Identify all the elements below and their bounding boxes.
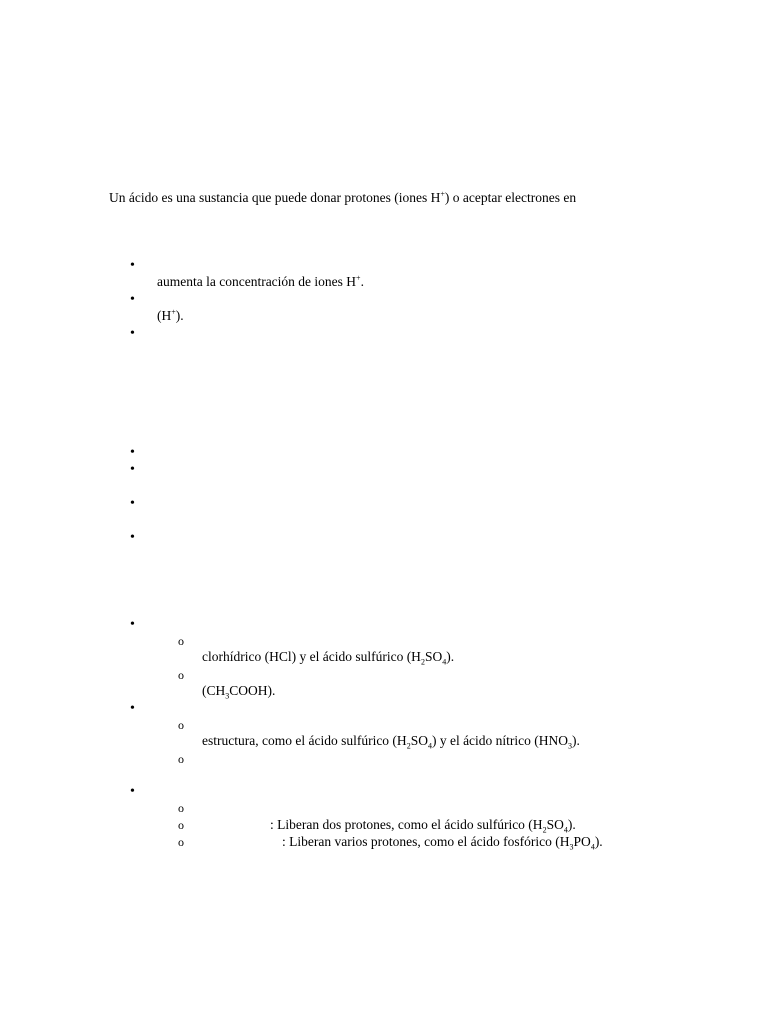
list-sup: + bbox=[356, 273, 361, 283]
list-bullet: • bbox=[130, 258, 135, 273]
sublist-circle: o bbox=[178, 818, 184, 832]
sublist-circle: o bbox=[178, 668, 184, 682]
list-text: ). bbox=[567, 817, 576, 832]
list-bullet: • bbox=[130, 530, 135, 545]
list-sub: 3 bbox=[568, 741, 573, 751]
list-bullet: • bbox=[130, 701, 135, 716]
list-text: ). bbox=[594, 834, 603, 849]
sublist-circle: o bbox=[178, 835, 184, 849]
list-text: estructura, como el ácido sulfúrico (H bbox=[202, 733, 407, 748]
intro-text-1: Un ácido es una sustancia que puede donar protones (iones H bbox=[109, 190, 441, 205]
list-3-c-sub-3 bbox=[282, 834, 603, 850]
list-sub: 4 bbox=[442, 657, 447, 667]
list-1-item-2-continuation bbox=[157, 308, 184, 324]
list-text: SO bbox=[424, 649, 443, 664]
list-text: ). bbox=[175, 308, 184, 323]
list-3-a-sub-2-continuation bbox=[202, 683, 275, 699]
sublist-circle: o bbox=[178, 718, 184, 732]
list-text: PO bbox=[573, 834, 591, 849]
sublist-circle: o bbox=[178, 801, 184, 815]
intro-sup: + bbox=[440, 189, 445, 199]
list-3-b-sub-1-continuation bbox=[202, 733, 580, 749]
list-sub: 4 bbox=[427, 741, 432, 751]
list-text: ). bbox=[572, 733, 580, 748]
list-text: ). bbox=[446, 649, 455, 664]
list-sub: 4 bbox=[563, 825, 568, 835]
list-text: aumenta la concentración de iones H bbox=[157, 274, 357, 289]
sublist-circle: o bbox=[178, 752, 184, 766]
list-3-c-sub-2 bbox=[270, 817, 576, 833]
list-text: . bbox=[360, 274, 364, 289]
list-bullet: • bbox=[130, 445, 135, 460]
list-sub: 2 bbox=[420, 657, 425, 667]
list-sub: 3 bbox=[225, 691, 230, 701]
list-text: SO bbox=[410, 733, 428, 748]
list-sub: 2 bbox=[542, 825, 547, 835]
list-text: SO bbox=[546, 817, 564, 832]
list-sub: 2 bbox=[406, 741, 411, 751]
intro-paragraph bbox=[109, 190, 576, 206]
list-bullet: • bbox=[130, 496, 135, 511]
list-text: : Liberan dos protones, como el ácido sulfúrico (H bbox=[270, 817, 543, 832]
list-3-a-sub-1-continuation bbox=[202, 649, 454, 665]
list-sub: 4 bbox=[590, 842, 595, 852]
intro-text-2: ) o aceptar electrones en bbox=[444, 190, 577, 205]
list-text: (H bbox=[157, 308, 172, 323]
list-text: COOH). bbox=[229, 683, 276, 698]
list-text: : Liberan varios protones, como el ácido fosfórico (H bbox=[282, 834, 570, 849]
list-bullet: • bbox=[130, 292, 135, 307]
list-text: ) y el ácido nítrico (HNO bbox=[431, 733, 569, 748]
list-sub: 3 bbox=[569, 842, 574, 852]
list-bullet: • bbox=[130, 784, 135, 799]
list-bullet: • bbox=[130, 617, 135, 632]
list-bullet: • bbox=[130, 326, 135, 341]
sublist-circle: o bbox=[178, 634, 184, 648]
list-text: clorhídrico (HCl) y el ácido sulfúrico (H bbox=[202, 649, 421, 664]
list-text: (CH bbox=[202, 683, 226, 698]
list-sup: + bbox=[171, 307, 176, 317]
list-bullet: • bbox=[130, 462, 135, 477]
list-1-item-1-continuation bbox=[157, 274, 364, 290]
